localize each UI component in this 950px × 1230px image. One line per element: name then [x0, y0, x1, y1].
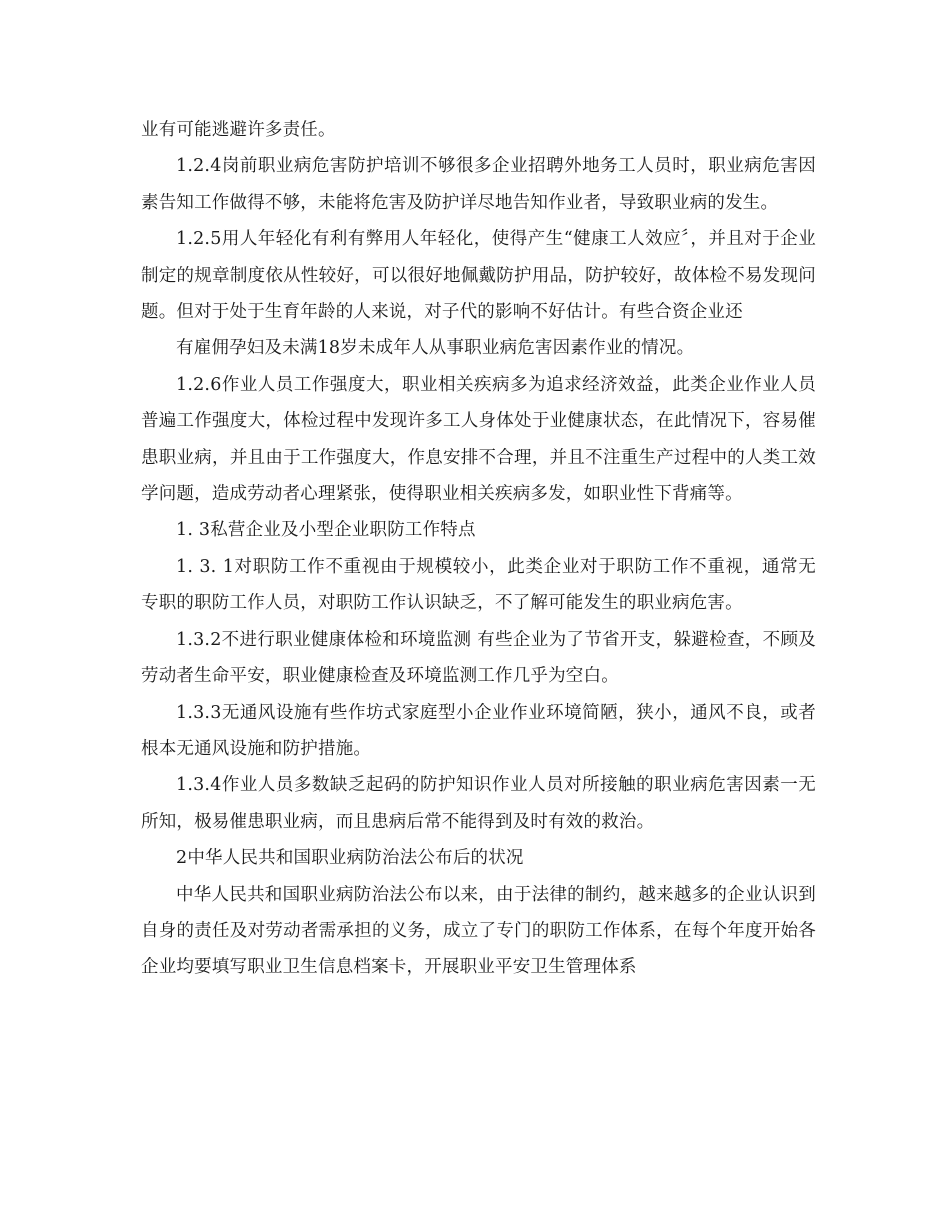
document-page	[141, 112, 816, 986]
paragraph-section-1-3-4: 1.3.4作业人员多数缺乏起码的防护知识作业人员对所接触的职业病危害因素一无所知，极易催患职业病，而且患病后常不能得到及时有效的救治。	[141, 775, 816, 832]
heading-section-2: 2中华人民共和国职业病防治法公布后的状况	[176, 848, 524, 869]
paragraph-section-1-3-3: 1.3.3无通风设施有些作坊式家庭型小企业作业环境简陋，狭小，通风不良，或者根本无通风设施和防护措施。	[141, 702, 816, 759]
paragraph-section-1-2-5: 1.2.5用人年轻化有利有弊用人年轻化，使得产生“健康工人效应〞，并且对于企业制定的规章制度依从性较好，可以很好地佩戴防护用品，防护较好，故体检不易发现问题。但对于处于生育年龄的人来说，对子代的影响不好估计。有些合资企业还	[141, 229, 816, 323]
paragraph-section-1-3-2: 1.3.2不进行职业健康体检和环境监测 有些企业为了节省开支，躲避检查，不顾及劳动者生命平安，职业健康检查及环境监测工作几乎为空白。	[141, 629, 816, 687]
paragraph-continuation: 业有可能逃避许多责任。	[141, 120, 336, 140]
heading-section-1-3: 1. 3私营企业及小型企业职防工作特点	[176, 520, 476, 541]
paragraph-section-1-2-5-continued: 有雇佣孕妇及未满18岁未成年人从事职业病危害因素作业的情况。	[176, 338, 695, 359]
paragraph-section-2-body: 中华人民共和国职业病防治法公布以来，由于法律的制约，越来越多的企业认识到自身的责任及对劳动者需承担的义务，成立了专门的职防工作体系，在每个年度开始各企业均要填写职业卫生信息档案卡，开展职业平安卫生管理体系	[141, 884, 816, 978]
paragraph-section-1-2-4: 1.2.4岗前职业病危害防护培训不够很多企业招聘外地务工人员时，职业病危害因素告知工作做得不够，未能将危害及防护详尽地告知作业者，导致职业病的发生。	[141, 156, 816, 213]
paragraph-section-1-3-1: 1. 3. 1对职防工作不重视由于规模较小，此类企业对于职防工作不重视，通常无专职的职防工作人员，对职防工作认识缺乏，不了解可能发生的职业病危害。	[141, 556, 816, 614]
paragraph-section-1-2-6: 1.2.6作业人员工作强度大，职业相关疾病多为追求经济效益，此类企业作业人员普遍工作强度大，体检过程中发现许多工人身体处于业健康状态，在此情况下，容易催患职业病，并且由于工作强度大，作息安排不合理，并且不注重生产过程中的人类工效学问题，造成劳动者心理紧张，使得职业相关疾病多发，如职业性下背痛等。	[141, 374, 816, 505]
